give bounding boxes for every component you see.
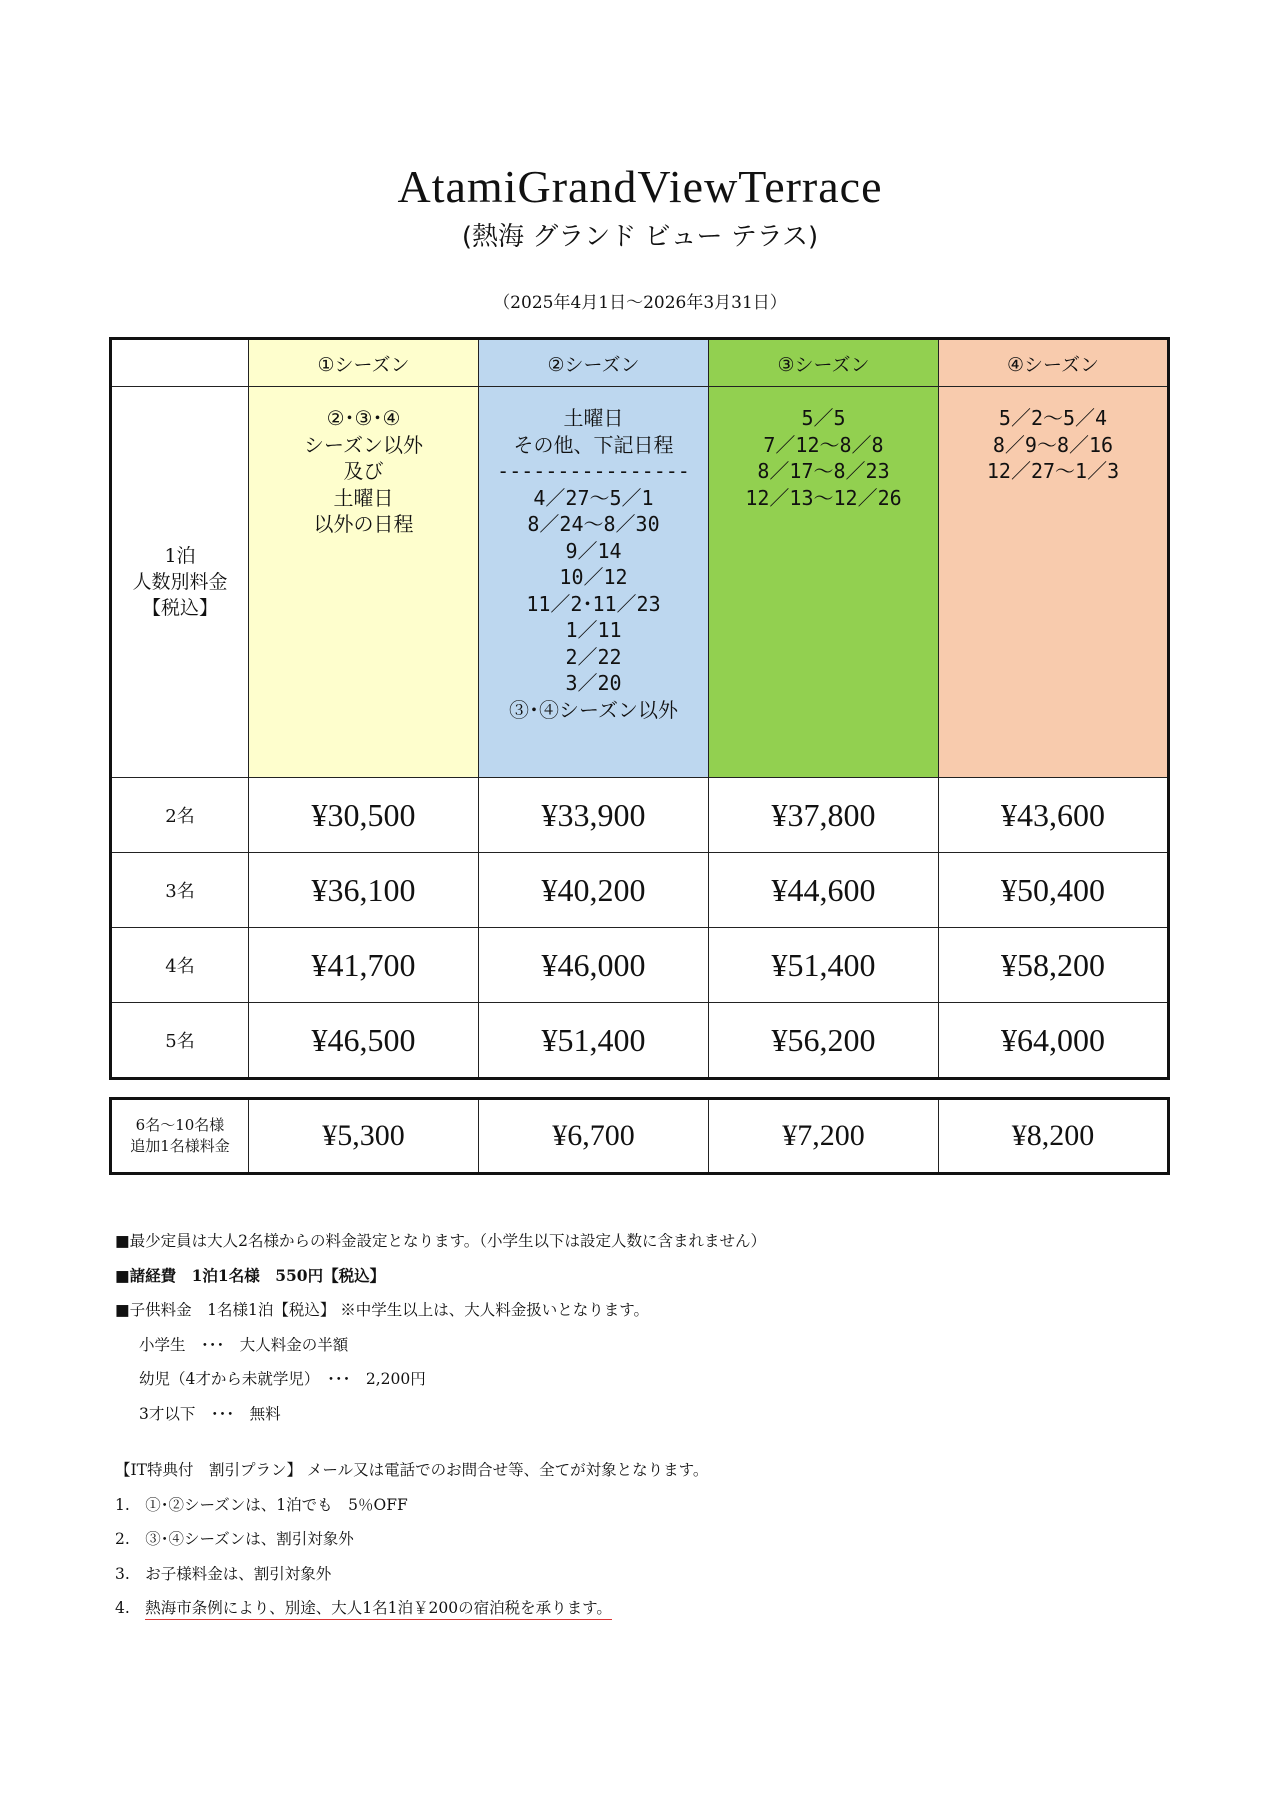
guest-count-label: 4名 bbox=[111, 928, 249, 1003]
price-cell: ¥58,200 bbox=[939, 928, 1169, 1003]
extra-price-cell: ¥6,700 bbox=[479, 1099, 709, 1174]
plan-item-tax: 4. 熱海市条例により、別途、大人1名1泊￥200の宿泊税を承ります。 bbox=[115, 1591, 1195, 1626]
season-2-dates: 土曜日 その他、下記日程 ---------------- 4／27～5／1 8／24～8／30 9／14 10／12 11／2･11／23 1／11 2／22 3／20 ③･④シーズン以外 bbox=[479, 387, 709, 778]
price-cell: ¥40,200 bbox=[479, 853, 709, 928]
price-cell: ¥50,400 bbox=[939, 853, 1169, 928]
price-cell: ¥56,200 bbox=[709, 1003, 939, 1079]
season-1-dates: ②･③･④ シーズン以外 及び 土曜日 以外の日程 bbox=[249, 387, 479, 778]
season-3-dates: 5／5 7／12～8／8 8／17～8／23 12／13～12／26 bbox=[709, 387, 939, 778]
note-child-rate: ■子供料金 1名様1泊【税込】 ※中学生以上は、大人料金扱いとなります。 bbox=[115, 1301, 650, 1319]
guest-count-label: 2名 bbox=[111, 778, 249, 853]
price-cell: ¥36,100 bbox=[249, 853, 479, 928]
extra-guest-table bbox=[109, 1097, 1170, 1175]
extra-guest-row bbox=[111, 1099, 1169, 1174]
extra-price-cell: ¥8,200 bbox=[939, 1099, 1169, 1174]
lodging-tax-note: 熱海市条例により、別途、大人1名1泊￥200の宿泊税を承ります。 bbox=[145, 1599, 612, 1620]
price-cell: ¥46,500 bbox=[249, 1003, 479, 1079]
season-3-header: ③シーズン bbox=[709, 339, 939, 387]
row-label-per-night: 1泊 人数別料金 【税込】 bbox=[111, 387, 249, 778]
season-2-header: ②シーズン bbox=[479, 339, 709, 387]
plan-item: 3. お子様料金は、割引対象外 bbox=[115, 1564, 332, 1583]
price-row-3-guests bbox=[111, 853, 1169, 928]
plan-item: 2. ③･④シーズンは、割引対象外 bbox=[115, 1530, 354, 1548]
price-row-4-guests bbox=[111, 928, 1169, 1003]
plan-item: 1. ①･②シーズンは、1泊でも 5％OFF bbox=[115, 1495, 408, 1514]
valid-period: （2025年4月1日～2026年3月31日） bbox=[493, 293, 787, 313]
price-table bbox=[109, 337, 1170, 1080]
extra-price-cell: ¥7,200 bbox=[709, 1099, 939, 1174]
extra-guest-label: 6名～10名様 追加1名様料金 bbox=[111, 1099, 249, 1174]
notes-section bbox=[115, 1224, 1195, 1626]
page-subtitle: (熱海 グランド ビュー テラス) bbox=[461, 222, 819, 252]
page-title: AtamiGrandViewTerrace bbox=[397, 161, 883, 212]
guest-count-label: 3名 bbox=[111, 853, 249, 928]
price-cell: ¥33,900 bbox=[479, 778, 709, 853]
season-4-dates: 5／2～5／4 8／9～8／16 12／27～1／3 bbox=[939, 387, 1169, 778]
header-blank-cell bbox=[111, 339, 249, 387]
price-row-5-guests bbox=[111, 1003, 1169, 1079]
note-min-guests: ■最少定員は大人2名様からの料金設定となります。（小学生以下は設定人数に含まれません） bbox=[115, 1232, 767, 1250]
price-cell: ¥51,400 bbox=[709, 928, 939, 1003]
price-cell: ¥51,400 bbox=[479, 1003, 709, 1079]
note-child-infant: 幼児（4才から未就学児） ･･･ 2,200円 bbox=[139, 1370, 426, 1388]
note-it-plan: 【IT特典付 割引プラン】 メール又は電話でのお問合せ等、全てが対象となります。 bbox=[115, 1461, 709, 1479]
note-child-elementary: 小学生 ･･･ 大人料金の半額 bbox=[139, 1335, 349, 1354]
note-fees: ■諸経費 1泊1名様 550円【税込】 bbox=[115, 1265, 386, 1285]
price-cell: ¥30,500 bbox=[249, 778, 479, 853]
season-1-header: ①シーズン bbox=[249, 339, 479, 387]
extra-price-cell: ¥5,300 bbox=[249, 1099, 479, 1174]
price-cell: ¥44,600 bbox=[709, 853, 939, 928]
season-header-row bbox=[111, 339, 1169, 387]
price-cell: ¥41,700 bbox=[249, 928, 479, 1003]
note-child-under3: 3才以下 ･･･ 無料 bbox=[139, 1404, 281, 1423]
price-cell: ¥43,600 bbox=[939, 778, 1169, 853]
price-row-2-guests bbox=[111, 778, 1169, 853]
price-cell: ¥64,000 bbox=[939, 1003, 1169, 1079]
season-4-header: ④シーズン bbox=[939, 339, 1169, 387]
price-cell: ¥37,800 bbox=[709, 778, 939, 853]
season-dates-row bbox=[111, 387, 1169, 778]
price-cell: ¥46,000 bbox=[479, 928, 709, 1003]
guest-count-label: 5名 bbox=[111, 1003, 249, 1079]
